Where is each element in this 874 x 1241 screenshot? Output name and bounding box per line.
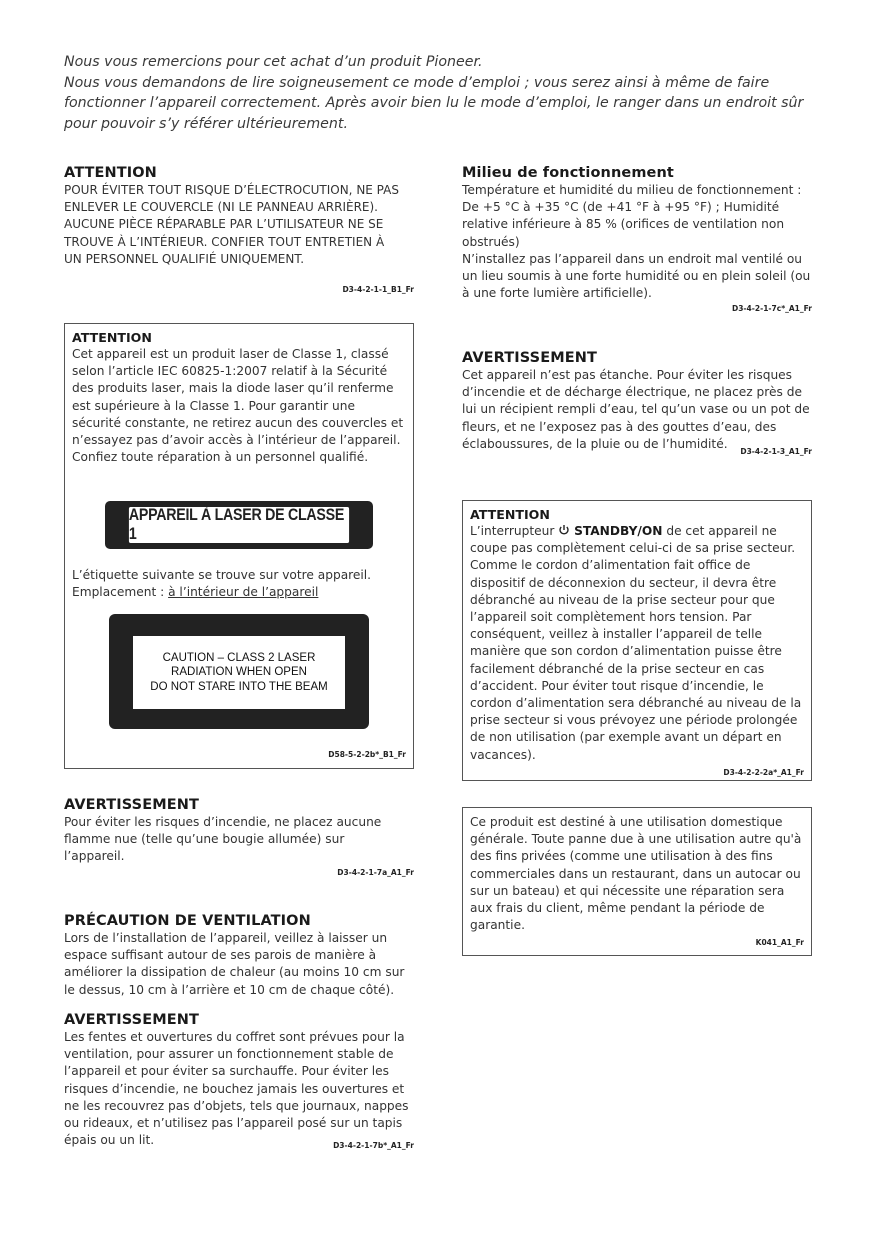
repair-note: Confiez toute réparation à un personnel qualifié. [72, 450, 369, 465]
label-location [72, 567, 408, 601]
laser-class-text: Cet appareil est un produit laser de Classe 1, classé selon l’article IEC 60825-1:2007 relatif à la Sécurité des produits laser, mais la diode laser qu’il renferme est supérieure à la Classe 1. Pour garantir une sécurité constante, ne retirez aucun des couvercles et n’essayez pas d’avoir accès à l’intérieur de l’appareil. [72, 347, 404, 448]
section-title: AVERTISSEMENT [462, 350, 597, 366]
section-title: PRÉCAUTION DE VENTILATION [64, 913, 311, 929]
reference-code: D3-4-2-1-7b*_A1_Fr [333, 1141, 414, 1151]
attention-shock-section [64, 164, 414, 294]
left-column [64, 0, 414, 1241]
laser-attention-box [64, 323, 414, 769]
warning-flame-section [64, 796, 414, 878]
section-text: Lors de l’installation de l’appareil, veillez à laisser un espace suffisant autour de ses parois de manière à améliorer la dissipation de chaleur (au moins 10 cm sur le dessus, 10 cm à l’arrière et 10 cm de chaque côté). [64, 931, 405, 997]
caution-line-3: DO NOT STARE INTO THE BEAM [150, 680, 328, 693]
reference-code: K041_A1_Fr [755, 938, 804, 947]
standby-text-after: de cet appareil ne coupe pas complètement celui-ci de sa prise secteur. Comme le cordon d’alimentation fait office de dispositif de déconnexion du secteur, il devra être débranché au niveau de la prise secteur pour que l’appareil soit complètement hors tension. Par conséquent, veillez à installer l’appareil de telle manière que son cordon d’alimentation puisse être facilement débranché de la prise secteur en cas d’accident. Pour éviter tout risque d’incendie, le cordon d’alimentation sera débranché au niveau de la prise secteur si vous prévoyez une période prolongée de non utilisation (par exemple avant un départ en vacances). [470, 524, 802, 762]
laser-class1-label [105, 501, 373, 549]
warning-openings-section [64, 1011, 414, 1151]
section-text: Cet appareil n’est pas étanche. Pour éviter les risques d’incendie et de décharge électrique, ne placez près de lui un récipient rempli d’eau, tel qu’un vase ou un pot de fleurs, et ne l’exposez pas à des gouttes d’eau, des éclaboussures, de la pluie ou de l’humidité. [462, 368, 810, 451]
laser-class1-label-text: APPAREIL À LASER DE CLASSE 1 [129, 507, 349, 543]
power-icon [558, 524, 570, 538]
section-title: ATTENTION [64, 165, 157, 181]
box-text: Ce produit est destiné à une utilisation domestique générale. Toute panne due à une utilisation autre qu'à des fins privées (comme une utilisation à des fins commerciales dans un restaurant, dans un autocar ou sur un bateau) et qui nécessite une réparation sera aux frais du client, même pendant la période de garantie. [470, 815, 802, 933]
section-text: Pour éviter les risques d’incendie, ne placez aucune flamme nue (telle qu’une bougie allumée) sur l’appareil. [64, 815, 382, 864]
location-prefix: Emplacement : [72, 585, 169, 600]
intro-instructions: Nous vous demandons de lire soigneusement ce mode d’emploi ; vous serez ainsi à même de faire fonctionner l’appareil correctement. Après avoir bien lu le mode d’emploi, le ranger dans un endroit sûr pour pouvoir s’y référer ultérieurement. [64, 74, 804, 132]
environment-conditions: Température et humidité du milieu de fonctionnement : De +5 °C à +35 °C (de +41 °F à +95 °F) ; Humidité relative inférieure à 85 % (orifices de ventilation non obstrués) [462, 183, 802, 249]
ventilation-section [64, 912, 414, 999]
reference-code: D3-4-2-1-7a_A1_Fr [337, 867, 414, 877]
section-text: POUR ÉVITER TOUT RISQUE D’ÉLECTROCUTION, NE PAS ENLEVER LE COUVERCLE (NI LE PANNEAU ARRIÈRE). AUCUNE PIÈCE RÉPARABLE PAR L’UTILISATEUR NE SE TROUVE À L’INTÉRIEUR. CONFIER TOUT ENTRETIEN À UN PERSONNEL QUALIFIÉ UNIQUEMENT. [64, 183, 399, 266]
reference-code: D3-4-2-1-7c*_A1_Fr [731, 304, 812, 314]
reference-code: D58-5-2-2b*_B1_Fr [328, 750, 406, 759]
box-text [72, 346, 406, 466]
section-title: AVERTISSEMENT [64, 1012, 199, 1028]
domestic-use-box [462, 807, 812, 956]
box-text [470, 523, 804, 764]
location-line [72, 584, 408, 601]
environment-section [462, 164, 812, 314]
intro-thanks: Nous vous remercions pour cet achat d’un produit Pioneer. [64, 54, 483, 70]
reference-code: D3-4-2-1-3_A1_Fr [740, 447, 812, 457]
warning-water-section [462, 349, 812, 457]
section-title: Milieu de fonctionnement [462, 165, 674, 181]
box-title: ATTENTION [72, 330, 152, 345]
location-value: à l’intérieur de l’appareil [168, 585, 319, 600]
section-text: Les fentes et ouvertures du coffret sont prévues pour la ventilation, pour assurer un fonctionnement stable de l’appareil et pour éviter sa surchauffe. Pour éviter les risques d’incendie, ne bouchez jamais les ouvertures et ne les recouvrez pas d’objets, tels que journaux, nappes ou rideaux, et n’utilisez pas l’appareil posé sur un tapis épais ou un lit. [64, 1030, 409, 1148]
right-column [462, 0, 812, 1241]
standby-attention-box [462, 500, 812, 781]
section-text [462, 182, 812, 302]
caution-line-1: CAUTION – CLASS 2 LASER [162, 651, 316, 664]
reference-code: D3-4-2-1-1_B1_Fr [342, 285, 414, 294]
caution-line-2: RADIATION WHEN OPEN [171, 666, 307, 679]
environment-placement: N’installez pas l’appareil dans un endroit mal ventilé ou un lieu soumis à une forte humidité ou en plein soleil (ou à une forte lumière artificielle). [462, 251, 811, 301]
label-note: L’étiquette suivante se trouve sur votre appareil. [72, 568, 372, 582]
caution-laser-label [109, 614, 369, 729]
standby-text-before: L’interrupteur [470, 524, 559, 538]
section-title: AVERTISSEMENT [64, 797, 199, 813]
caution-label-inner [133, 636, 345, 709]
box-title: ATTENTION [470, 507, 550, 522]
standby-switch-label: STANDBY/ON [574, 524, 663, 538]
reference-code: D3-4-2-2-2a*_A1_Fr [723, 768, 804, 777]
